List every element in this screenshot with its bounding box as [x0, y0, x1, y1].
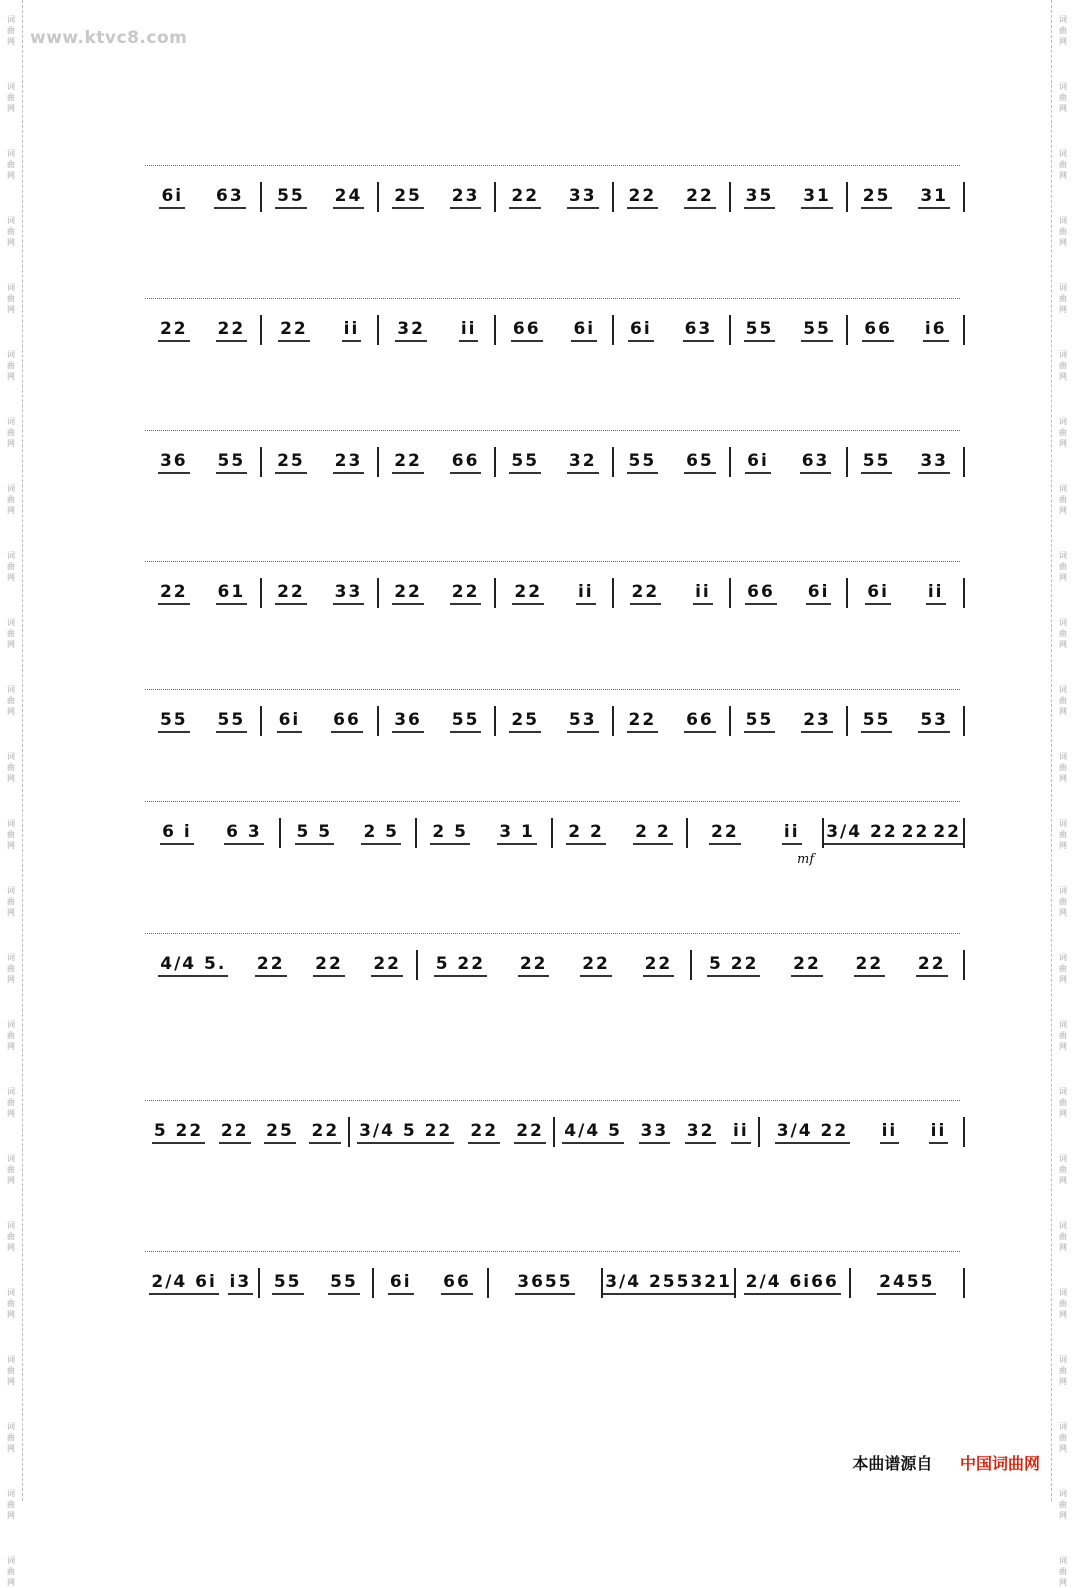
note-group: 33 — [333, 582, 365, 605]
note-group: 6i — [865, 582, 891, 605]
note-group: ii — [880, 1121, 900, 1144]
note-group: 3/4 255321 — [603, 1272, 734, 1295]
note-group: 3 1 — [497, 822, 537, 845]
measure — [614, 451, 729, 474]
note-group: 22 — [450, 582, 482, 605]
note-group: 25 — [392, 186, 424, 209]
measure — [145, 319, 260, 342]
measure — [379, 710, 494, 733]
side-watermark-mark: 词 曲 网 — [1059, 953, 1067, 984]
side-watermark-mark: 词 曲 网 — [7, 1489, 15, 1520]
measure — [688, 822, 822, 845]
measure — [614, 186, 729, 209]
note-group: 22 — [158, 582, 190, 605]
note-group: 55 — [216, 710, 248, 733]
note-group: 6i — [159, 186, 185, 209]
note-group: ii — [926, 582, 946, 605]
site-watermark: www.ktvc8.com — [30, 28, 188, 48]
side-watermark-mark: 词 曲 网 — [1059, 819, 1067, 850]
note-group: 63 — [683, 319, 715, 342]
note-group: 22 — [709, 822, 741, 845]
side-watermark-mark: 词 曲 网 — [7, 551, 15, 582]
side-watermark-mark: 词 曲 网 — [1059, 1355, 1067, 1386]
note-group: 63 — [214, 186, 246, 209]
note-group: 6i — [745, 451, 771, 474]
measure — [731, 582, 846, 605]
note-group: 36 — [392, 710, 424, 733]
note-group: 61 — [216, 582, 248, 605]
side-watermark-mark: 词 曲 网 — [1059, 82, 1067, 113]
measure — [262, 582, 377, 605]
note-group: 53 — [918, 710, 950, 733]
note-group: 55 — [328, 1272, 360, 1295]
side-watermark-mark: 词 曲 网 — [1059, 15, 1067, 46]
note-group: 22 — [371, 954, 403, 977]
score-line — [145, 818, 965, 848]
dynamic-marking: mf — [797, 852, 815, 867]
dotted-guide-line — [145, 1251, 960, 1252]
left-watermark-strip — [0, 0, 23, 1587]
bar-line — [963, 950, 965, 980]
measure — [418, 954, 689, 977]
measure — [145, 954, 416, 977]
side-watermark-mark: 词 曲 网 — [1059, 1020, 1067, 1051]
note-group: 5 22 — [434, 954, 487, 977]
measure — [145, 822, 279, 845]
side-watermark-mark: 词 曲 网 — [1059, 618, 1067, 649]
note-group: 22 — [158, 319, 190, 342]
dotted-guide-line — [145, 561, 960, 562]
note-group: 22 — [512, 582, 544, 605]
measure — [374, 1272, 487, 1295]
side-watermark-mark: 词 曲 网 — [7, 149, 15, 180]
note-group: 22 — [313, 954, 345, 977]
note-group: 23 — [333, 451, 365, 474]
measure — [731, 710, 846, 733]
note-group: 35 — [744, 186, 776, 209]
note-group: 2 2 — [566, 822, 606, 845]
measure — [417, 822, 551, 845]
side-watermark-mark: 词 曲 网 — [1059, 1087, 1067, 1118]
note-group: ii — [459, 319, 479, 342]
note-group: 66 — [450, 451, 482, 474]
side-watermark-mark: 词 曲 网 — [7, 1556, 15, 1587]
note-group: 32 — [567, 451, 599, 474]
side-watermark-mark: 词 曲 网 — [1059, 417, 1067, 448]
note-group: 32 — [395, 319, 427, 342]
note-group: ii — [731, 1121, 751, 1144]
note-group: 22 — [518, 954, 550, 977]
note-group: 22 — [309, 1121, 341, 1144]
note-group: 25 — [509, 710, 541, 733]
bar-line — [963, 818, 965, 848]
measure — [603, 1272, 734, 1295]
note-group: 25 — [861, 186, 893, 209]
note-group: 23 — [450, 186, 482, 209]
note-group: 5 22 — [152, 1121, 205, 1144]
dotted-guide-line — [145, 430, 960, 431]
note-group: 22 — [468, 1121, 500, 1144]
dotted-guide-line — [145, 298, 960, 299]
note-group: 6i — [628, 319, 654, 342]
note-group: 5 5 — [295, 822, 335, 845]
side-watermark-mark: 词 曲 网 — [1059, 216, 1067, 247]
measure — [379, 186, 494, 209]
measure — [145, 710, 260, 733]
note-group: 22 — [216, 319, 248, 342]
side-watermark-mark: 词 曲 网 — [1059, 551, 1067, 582]
dotted-guide-line — [145, 689, 960, 690]
dotted-guide-line — [145, 801, 960, 802]
note-group: 33 — [567, 186, 599, 209]
note-group: 31 — [801, 186, 833, 209]
note-group: 66 — [745, 582, 777, 605]
measure — [145, 1121, 348, 1144]
note-group: 22 — [900, 822, 932, 845]
note-group: 22 — [392, 582, 424, 605]
score-line — [145, 950, 965, 980]
right-watermark-strip — [1051, 0, 1074, 1587]
side-watermark-mark: 词 曲 网 — [7, 216, 15, 247]
note-group: 2/4 6i66 — [744, 1272, 841, 1295]
note-group: 66 — [331, 710, 363, 733]
note-group: 33 — [639, 1121, 671, 1144]
note-group: 55 — [158, 710, 190, 733]
note-group: 6i — [806, 582, 832, 605]
note-group: 55 — [509, 451, 541, 474]
note-group: ii — [782, 822, 802, 845]
measure — [614, 582, 729, 605]
side-watermark-mark: 词 曲 网 — [1059, 1489, 1067, 1520]
measure — [145, 582, 260, 605]
note-group: 55 — [861, 451, 893, 474]
note-group: ii — [929, 1121, 949, 1144]
side-watermark-mark: 词 曲 网 — [7, 1020, 15, 1051]
note-group: 53 — [567, 710, 599, 733]
measure — [496, 186, 611, 209]
note-group: 66 — [684, 710, 716, 733]
note-group: 2 2 — [633, 822, 673, 845]
score-line — [145, 578, 965, 608]
side-watermark-mark: 词 曲 网 — [1059, 1221, 1067, 1252]
note-group: ii — [693, 582, 713, 605]
note-group: 22 — [627, 710, 659, 733]
note-group: 55 — [627, 451, 659, 474]
measure — [379, 319, 494, 342]
measure — [848, 451, 963, 474]
measure — [281, 822, 415, 845]
measure — [848, 582, 963, 605]
score-line — [145, 706, 965, 736]
measure — [851, 1272, 964, 1295]
note-group: 25 — [275, 451, 307, 474]
note-group: 55 — [744, 319, 776, 342]
side-watermark-mark: 词 曲 网 — [7, 15, 15, 46]
note-group: 66 — [511, 319, 543, 342]
side-watermark-mark: 词 曲 网 — [1059, 283, 1067, 314]
score-line — [145, 182, 965, 212]
measure — [731, 186, 846, 209]
note-group: 22 — [219, 1121, 251, 1144]
measure — [489, 1272, 602, 1295]
note-group: 55 — [801, 319, 833, 342]
note-group: 22 — [392, 451, 424, 474]
side-watermark-mark: 词 曲 网 — [1059, 1422, 1067, 1453]
side-watermark-mark: 词 曲 网 — [7, 82, 15, 113]
note-group: 3/4 22 — [775, 1121, 850, 1144]
bar-line — [963, 182, 965, 212]
note-group: 22 — [255, 954, 287, 977]
note-group: 22 — [509, 186, 541, 209]
note-group: 22 — [630, 582, 662, 605]
score-line — [145, 447, 965, 477]
note-group: 2455 — [877, 1272, 936, 1295]
measure — [262, 319, 377, 342]
side-watermark-mark: 词 曲 网 — [1059, 886, 1067, 917]
side-watermark-mark: 词 曲 网 — [1059, 484, 1067, 515]
measure — [145, 1272, 258, 1295]
measure — [262, 710, 377, 733]
note-group: ii — [342, 319, 362, 342]
side-watermark-mark: 词 曲 网 — [7, 819, 15, 850]
side-watermark-mark: 词 曲 网 — [7, 618, 15, 649]
note-group: 6i — [388, 1272, 414, 1295]
side-watermark-mark: 词 曲 网 — [7, 1355, 15, 1386]
side-watermark-mark: 词 曲 网 — [1059, 149, 1067, 180]
note-group: 22 — [580, 954, 612, 977]
score-line — [145, 1268, 965, 1298]
side-watermark-mark: 词 曲 网 — [1059, 1556, 1067, 1587]
note-group: 66 — [441, 1272, 473, 1295]
note-group: 22 — [916, 954, 948, 977]
bar-line — [963, 1117, 965, 1147]
note-group: 3/4 5 22 — [357, 1121, 454, 1144]
measure — [145, 186, 260, 209]
bar-line — [963, 1268, 965, 1298]
bar-line — [963, 706, 965, 736]
note-group: 22 — [275, 582, 307, 605]
note-group: 23 — [801, 710, 833, 733]
side-watermark-mark: 词 曲 网 — [7, 752, 15, 783]
footer-source-label: 本曲谱源自 — [852, 1454, 933, 1473]
measure — [379, 582, 494, 605]
side-watermark-mark: 词 曲 网 — [1059, 1288, 1067, 1319]
note-group: 55 — [216, 451, 248, 474]
measure — [496, 451, 611, 474]
note-group: 32 — [685, 1121, 717, 1144]
note-group: 6 i — [160, 822, 194, 845]
note-group: 3655 — [515, 1272, 574, 1295]
measure — [496, 710, 611, 733]
note-group: ii — [576, 582, 596, 605]
measure — [496, 582, 611, 605]
side-watermark-mark: 词 曲 网 — [7, 886, 15, 917]
side-watermark-mark: 词 曲 网 — [7, 1087, 15, 1118]
measure — [731, 319, 846, 342]
bar-line — [963, 447, 965, 477]
note-group: 3/4 22 — [824, 822, 899, 845]
side-watermark-mark: 词 曲 网 — [7, 1422, 15, 1453]
note-group: 5 22 — [707, 954, 760, 977]
measure — [262, 186, 377, 209]
measure — [262, 451, 377, 474]
note-group: 22 — [854, 954, 886, 977]
side-watermark-mark: 词 曲 网 — [7, 1288, 15, 1319]
measure — [260, 1272, 373, 1295]
side-watermark-mark: 词 曲 网 — [7, 1221, 15, 1252]
note-group: 24 — [333, 186, 365, 209]
note-group: 22 — [627, 186, 659, 209]
note-group: 6 3 — [224, 822, 264, 845]
dotted-guide-line — [145, 1100, 960, 1101]
note-group: 2 5 — [361, 822, 401, 845]
measure — [350, 1121, 553, 1144]
note-group: 31 — [918, 186, 950, 209]
measure — [692, 954, 963, 977]
dotted-guide-line — [145, 933, 960, 934]
measure — [614, 319, 729, 342]
side-watermark-mark: 词 曲 网 — [7, 953, 15, 984]
side-watermark-mark: 词 曲 网 — [1059, 685, 1067, 716]
measure — [760, 1121, 963, 1144]
side-watermark-mark: 词 曲 网 — [1059, 1154, 1067, 1185]
measure — [555, 1121, 758, 1144]
measure — [496, 319, 611, 342]
measure — [848, 710, 963, 733]
note-group: 22 — [643, 954, 675, 977]
measure — [824, 822, 963, 845]
note-group: 65 — [684, 451, 716, 474]
side-watermark-mark: 词 曲 网 — [1059, 752, 1067, 783]
side-watermark-mark: 词 曲 网 — [7, 350, 15, 381]
source-footer — [852, 1451, 1040, 1474]
side-watermark-mark: 词 曲 网 — [7, 685, 15, 716]
note-group: 33 — [918, 451, 950, 474]
note-group: 2 5 — [430, 822, 470, 845]
note-group: 22 — [514, 1121, 546, 1144]
measure — [379, 451, 494, 474]
note-group: 22 — [684, 186, 716, 209]
side-watermark-mark: 词 曲 网 — [7, 484, 15, 515]
note-group: i3 — [228, 1272, 254, 1295]
footer-site-name: 中国词曲网 — [959, 1454, 1040, 1473]
note-group: 22 — [278, 319, 310, 342]
measure — [736, 1272, 849, 1295]
measure — [848, 186, 963, 209]
measure — [848, 319, 963, 342]
measure — [145, 451, 260, 474]
note-group: 4/4 5 — [562, 1121, 624, 1144]
side-watermark-mark: 词 曲 网 — [1059, 350, 1067, 381]
note-group: 55 — [272, 1272, 304, 1295]
note-group: 55 — [450, 710, 482, 733]
bar-line — [963, 315, 965, 345]
note-group: 4/4 5. — [158, 954, 228, 977]
note-group: 25 — [264, 1121, 296, 1144]
measure — [614, 710, 729, 733]
note-group: 55 — [861, 710, 893, 733]
note-group: 6i — [571, 319, 597, 342]
note-group: 2/4 6i — [149, 1272, 218, 1295]
note-group: 55 — [275, 186, 307, 209]
dotted-guide-line — [145, 165, 960, 166]
note-group: 22 — [931, 822, 963, 845]
score-line — [145, 1117, 965, 1147]
note-group: 55 — [744, 710, 776, 733]
side-watermark-mark: 词 曲 网 — [7, 417, 15, 448]
side-watermark-mark: 词 曲 网 — [7, 283, 15, 314]
bar-line — [963, 578, 965, 608]
note-group: i6 — [923, 319, 949, 342]
note-group: 66 — [862, 319, 894, 342]
measure — [553, 822, 687, 845]
note-group: 6i — [277, 710, 303, 733]
note-group: 22 — [791, 954, 823, 977]
side-watermark-mark: 词 曲 网 — [7, 1154, 15, 1185]
note-group: 36 — [158, 451, 190, 474]
measure — [731, 451, 846, 474]
score-line — [145, 315, 965, 345]
note-group: 63 — [800, 451, 832, 474]
